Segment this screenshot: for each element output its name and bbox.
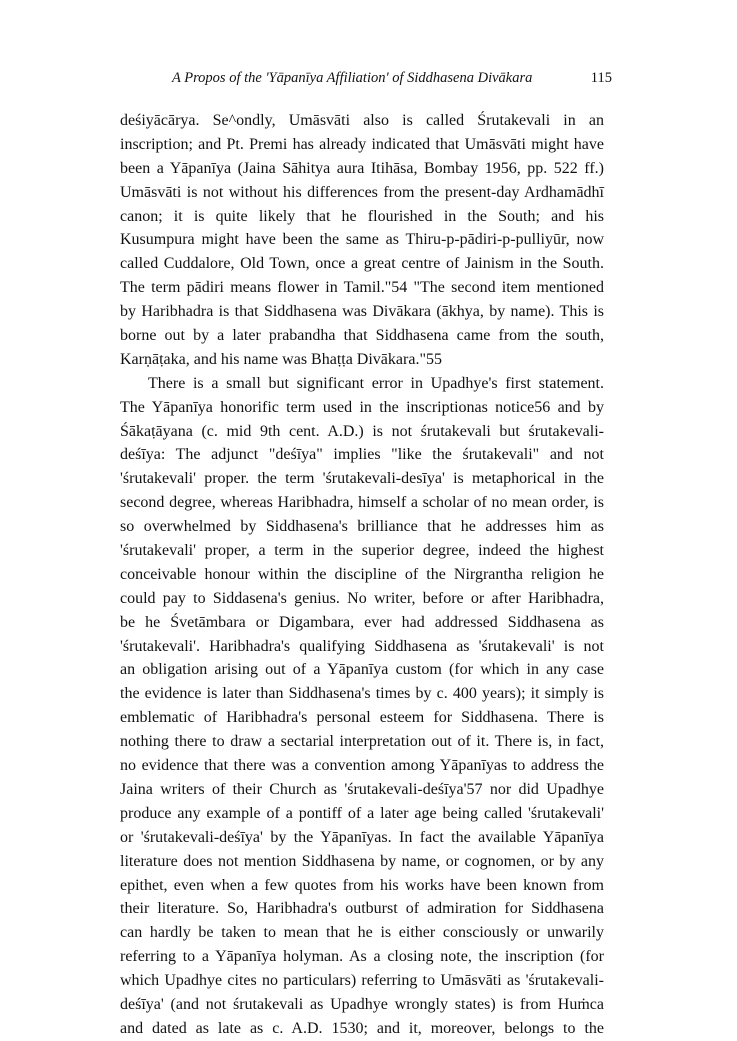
- text-line: epithet, even when a few quotes from his works have been known from: [120, 876, 604, 894]
- text-line: 'śrutakevali' proper, a term in the superior degree, indeed the highest: [120, 542, 604, 560]
- text-line: Karṇāṭaka, and his name was Bhaṭṭa Divākara."55: [120, 350, 442, 368]
- text-line: canon; it is quite likely that he flourished in the South; and his: [120, 207, 604, 225]
- text-line: second degree, whereas Haribhadra, himself a scholar of no mean order, is: [120, 494, 604, 512]
- text-line: inscription; and Pt. Premi has already indicated that Umāsvāti might have: [120, 135, 604, 153]
- text-line: called Cuddalore, Old Town, once a great centre of Jainism in the South.: [120, 255, 604, 273]
- text-line: the evidence is later than Siddhasena's times by c. 400 years); it simply is: [120, 685, 604, 703]
- text-line: There is a small but significant error in Upadhye's first statement.: [148, 374, 604, 392]
- text-line: or 'śrutakevali-deśīya' by the Yāpanīyas. In fact the available Yāpanīya: [120, 828, 604, 846]
- text-line: Jaina writers of their Church as 'śrutakevali-deśīya'57 nor did Upadhye: [120, 780, 604, 798]
- text-line: by Haribhadra is that Siddhasena was Divākara (ākhya, by name). This is: [120, 303, 604, 321]
- text-line: produce any example of a pontiff of a later age being called 'śrutakevali': [120, 804, 604, 822]
- running-title: A Propos of the 'Yāpanīya Affiliation' of Siddhasena Divākara: [172, 70, 533, 86]
- text-line: been a Yāpanīya (Jaina Sāhitya aura Itihāsa, Bombay 1956, pp. 522 ff.): [120, 159, 604, 177]
- text-line: an obligation arising out of a Yāpanīya custom (for which in any case: [120, 661, 604, 679]
- running-head: [172, 70, 612, 96]
- text-line: The term pādiri means flower in Tamil."54 "The second item mentioned: [120, 279, 604, 297]
- text-line: no evidence that there was a convention among Yāpanīyas to address the: [120, 757, 604, 775]
- text-line: literature does not mention Siddhasena by name, or cognomen, or by any: [120, 852, 604, 870]
- text-line: Umāsvāti is not without his differences from the present-day Ardhamādhī: [120, 183, 604, 201]
- text-line: deśīya: The adjunct "deśīya" implies "like the śrutakevali" and not: [120, 446, 604, 464]
- text-line: 'śrutakevali'. Haribhadra's qualifying Siddhasena as 'śrutakevali' is not: [120, 637, 604, 655]
- text-line: The Yāpanīya honorific term used in the inscriptionas notice56 and by: [120, 398, 604, 416]
- text-line: could pay to Siddasena's genius. No writer, before or after Haribhadra,: [120, 589, 604, 607]
- text-line: borne out by a later prabandha that Siddhasena came from the south,: [120, 327, 604, 345]
- text-line: be he Śvetāmbara or Digambara, ever had addressed Siddhasena as: [120, 613, 604, 631]
- text-line: conceivable honour within the discipline of the Nirgrantha religion he: [120, 565, 604, 583]
- text-line: their literature. So, Haribhadra's outburst of admiration for Siddhasena: [120, 900, 604, 918]
- text-line: which Upadhye cites no particulars) referring to Umāsvāti as 'śrutakevali-: [120, 972, 604, 990]
- page-number: 115: [590, 70, 612, 86]
- text-line: referring to a Yāpanīya holyman. As a closing note, the inscription (for: [120, 948, 604, 966]
- text-line: nothing there to draw a sectarial interpretation out of it. There is, in fact,: [120, 733, 604, 751]
- text-line: deśīya' (and not śrutakevali as Upadhye wrongly states) is from Huṁca: [120, 995, 604, 1013]
- text-line: 'śrutakevali' proper. the term 'śrutakevali-desīya' is metaphorical in the: [120, 470, 604, 488]
- text-line: deśiyācārya. Se^ondly, Umāsvāti also is called Śrutakevali in an: [120, 112, 604, 129]
- text-line: and dated as late as c. A.D. 1530; and it, moreover, belongs to the: [120, 1019, 604, 1037]
- text-line: Śākaṭāyana (c. mid 9th cent. A.D.) is not śrutakevali but śrutakevali-: [120, 422, 604, 440]
- body-text: [120, 109, 604, 1041]
- text-line: Kusumpura might have been the same as Thiru-p-pādiri-p-pulliyūr, now: [120, 231, 604, 249]
- text-line: emblematic of Haribhadra's personal esteem for Siddhasena. There is: [120, 709, 604, 727]
- text-line: so overwhelmed by Siddhasena's brilliance that he addresses him as: [120, 518, 604, 536]
- text-line: can hardly be taken to mean that he is either consciously or unwarily: [120, 924, 604, 942]
